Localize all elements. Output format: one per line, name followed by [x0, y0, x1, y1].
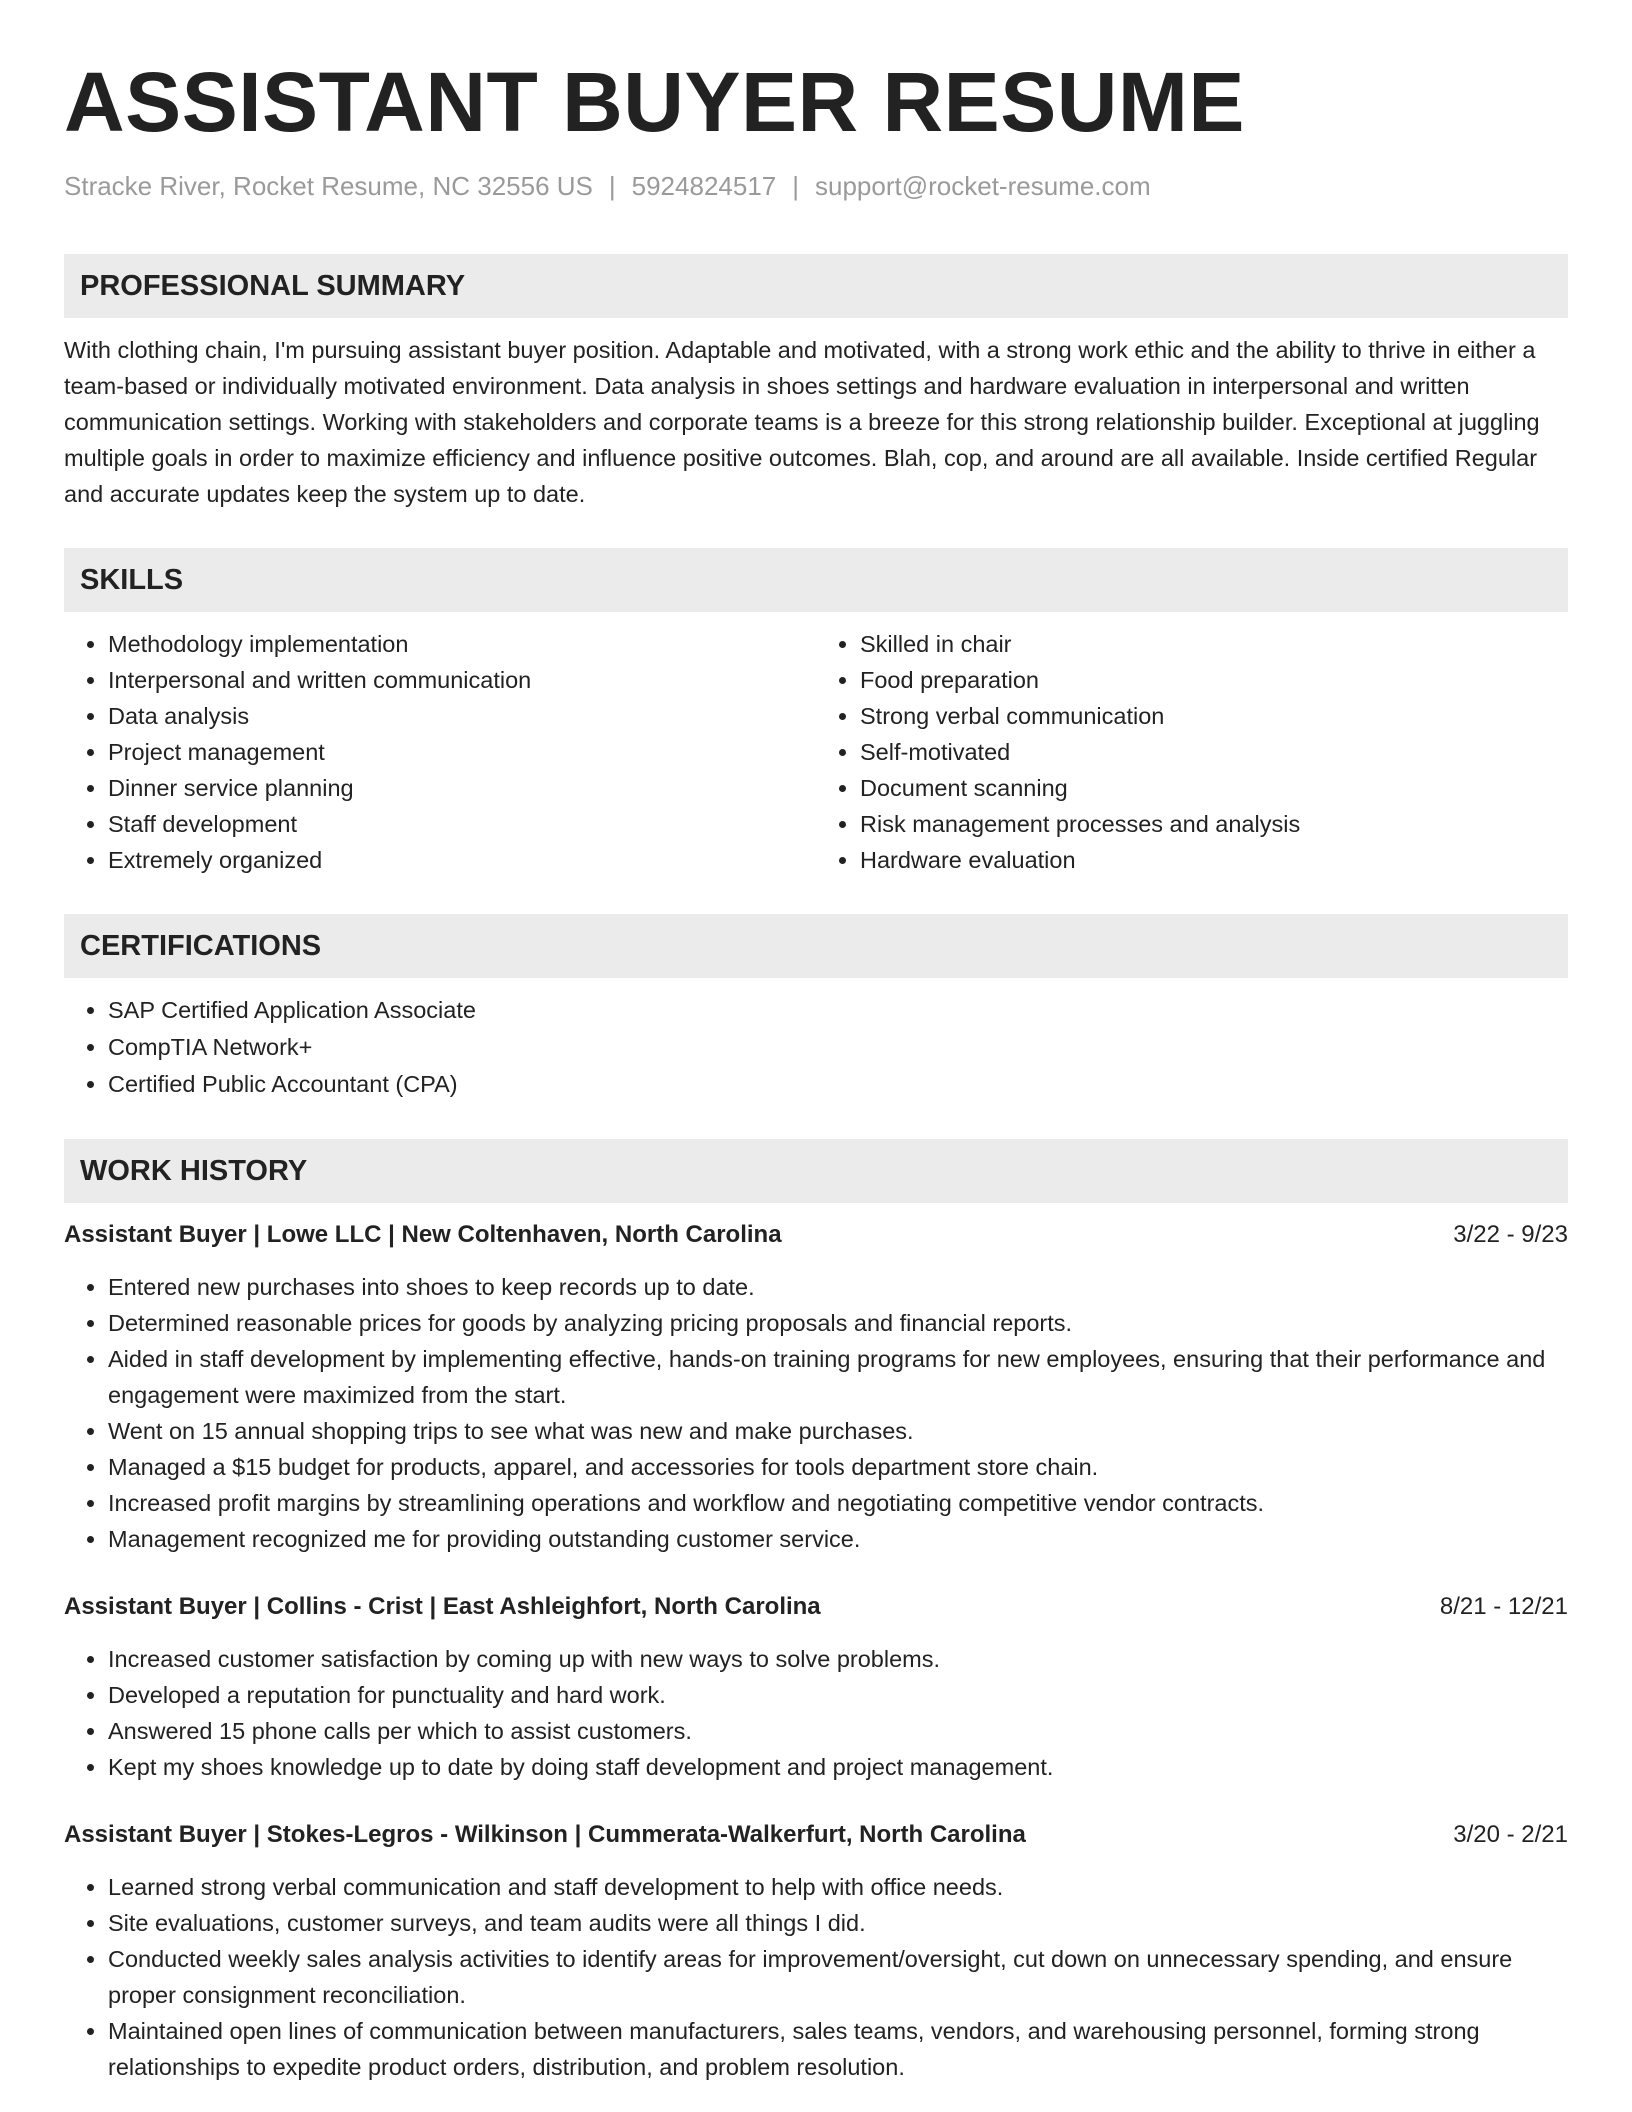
- job-dates: 3/22 - 9/23: [1453, 1221, 1568, 1248]
- job-bullet: • Increased customer satisfaction by coming up with new ways to solve problems.: [108, 1641, 1568, 1677]
- job-bullets: [64, 1869, 1568, 2085]
- job-entry: [64, 1217, 1568, 1557]
- section-header-work-history: WORK HISTORY: [64, 1139, 1568, 1203]
- section-header-certifications: CERTIFICATIONS: [64, 914, 1568, 978]
- skill-item: • Data analysis: [108, 698, 816, 734]
- section-header-skills: SKILLS: [64, 548, 1568, 612]
- contact-line: [64, 168, 1568, 204]
- contact-address: Stracke River, Rocket Resume, NC 32556 US: [64, 171, 593, 201]
- skill-item: • Document scanning: [860, 770, 1568, 806]
- job-bullets: [64, 1641, 1568, 1785]
- certification-item: • CompTIA Network+: [108, 1029, 1568, 1066]
- skills-right-column: [816, 626, 1568, 878]
- job-bullet: • Entered new purchases into shoes to keep records up to date.: [108, 1269, 1568, 1305]
- skill-item: • Methodology implementation: [108, 626, 816, 662]
- certification-item: • SAP Certified Application Associate: [108, 992, 1568, 1029]
- job-bullet: • Managed a $15 budget for products, apparel, and accessories for tools department store chain.: [108, 1449, 1568, 1485]
- job-title: Assistant Buyer | Stokes-Legros - Wilkinson | Cummerata-Walkerfurt, North Carolina: [64, 1821, 1026, 1848]
- resume-title: ASSISTANT BUYER RESUME: [64, 55, 1245, 149]
- skill-item: • Skilled in chair: [860, 626, 1568, 662]
- skill-item: • Food preparation: [860, 662, 1568, 698]
- contact-phone: 5924824517: [631, 171, 777, 201]
- skill-item: • Hardware evaluation: [860, 842, 1568, 878]
- job-bullet: • Site evaluations, customer surveys, and team audits were all things I did.: [108, 1905, 1568, 1941]
- summary-text: With clothing chain, I'm pursuing assistant buyer position. Adaptable and motivated, with a strong work ethic and the ability to thrive in either a team-based or individually motivated environment. Data analysis in shoes settings and hardware evaluation in interpersonal and written communication settings. Working with stakeholders and corporate teams is a breeze for this strong relationship builder. Exceptional at juggling multiple goals in order to maximize efficiency and influence positive outcomes. Blah, cop, and around are all available. Inside certified Regular and accurate updates keep the system up to date.: [64, 337, 1540, 507]
- certifications-list: [64, 992, 1568, 1103]
- certification-item: • Certified Public Accountant (CPA): [108, 1066, 1568, 1103]
- resume-page: [64, 0, 1568, 2085]
- job-bullet: • Management recognized me for providing outstanding customer service.: [108, 1521, 1568, 1557]
- job-entry: [64, 1817, 1568, 2085]
- skill-item: • Extremely organized: [108, 842, 816, 878]
- job-bullet: • Conducted weekly sales analysis activities to identify areas for improvement/oversight, cut down on unnecessary spending, and ensure proper consignment reconciliation.: [108, 1941, 1568, 2013]
- job-title: Assistant Buyer | Collins - Crist | East Ashleighfort, North Carolina: [64, 1593, 821, 1620]
- job-header: [64, 1817, 1568, 1853]
- job-entry: [64, 1589, 1568, 1785]
- job-header: [64, 1217, 1568, 1253]
- job-bullet: • Answered 15 phone calls per which to assist customers.: [108, 1713, 1568, 1749]
- job-dates: 8/21 - 12/21: [1439, 1593, 1568, 1620]
- job-bullet: • Went on 15 annual shopping trips to see what was new and make purchases.: [108, 1413, 1568, 1449]
- contact-separator: |: [792, 171, 800, 201]
- skill-item: • Staff development: [108, 806, 816, 842]
- job-bullet: • Aided in staff development by implementing effective, hands-on training programs for new employees, ensuring that their performance and engagement were maximized from the start.: [108, 1341, 1568, 1413]
- contact-email: support@rocket-resume.com: [815, 171, 1151, 201]
- section-header-professional-summary: PROFESSIONAL SUMMARY: [64, 254, 1568, 318]
- skills-list: [64, 626, 1568, 878]
- job-title: Assistant Buyer | Lowe LLC | New Coltenhaven, North Carolina: [64, 1221, 782, 1248]
- skill-item: • Risk management processes and analysis: [860, 806, 1568, 842]
- skill-item: • Strong verbal communication: [860, 698, 1568, 734]
- job-bullets: [64, 1269, 1568, 1557]
- job-bullet: • Maintained open lines of communication between manufacturers, sales teams, vendors, and warehousing personnel, forming strong relationships to expedite product orders, distribution, and problem resolution.: [108, 2013, 1568, 2085]
- job-bullet: • Increased profit margins by streamlining operations and workflow and negotiating competitive vendor contracts.: [108, 1485, 1568, 1521]
- skill-item: • Interpersonal and written communication: [108, 662, 816, 698]
- skill-item: • Self-motivated: [860, 734, 1568, 770]
- job-bullet: • Developed a reputation for punctuality and hard work.: [108, 1677, 1568, 1713]
- job-bullet: • Determined reasonable prices for goods by analyzing pricing proposals and financial reports.: [108, 1305, 1568, 1341]
- skill-item: • Dinner service planning: [108, 770, 816, 806]
- job-bullet: • Kept my shoes knowledge up to date by doing staff development and project management.: [108, 1749, 1568, 1785]
- contact-separator: |: [608, 171, 616, 201]
- job-header: [64, 1589, 1568, 1625]
- job-dates: 3/20 - 2/21: [1453, 1821, 1568, 1848]
- skills-left-column: [64, 626, 816, 878]
- skill-item: • Project management: [108, 734, 816, 770]
- job-bullet: • Learned strong verbal communication and staff development to help with office needs.: [108, 1869, 1568, 1905]
